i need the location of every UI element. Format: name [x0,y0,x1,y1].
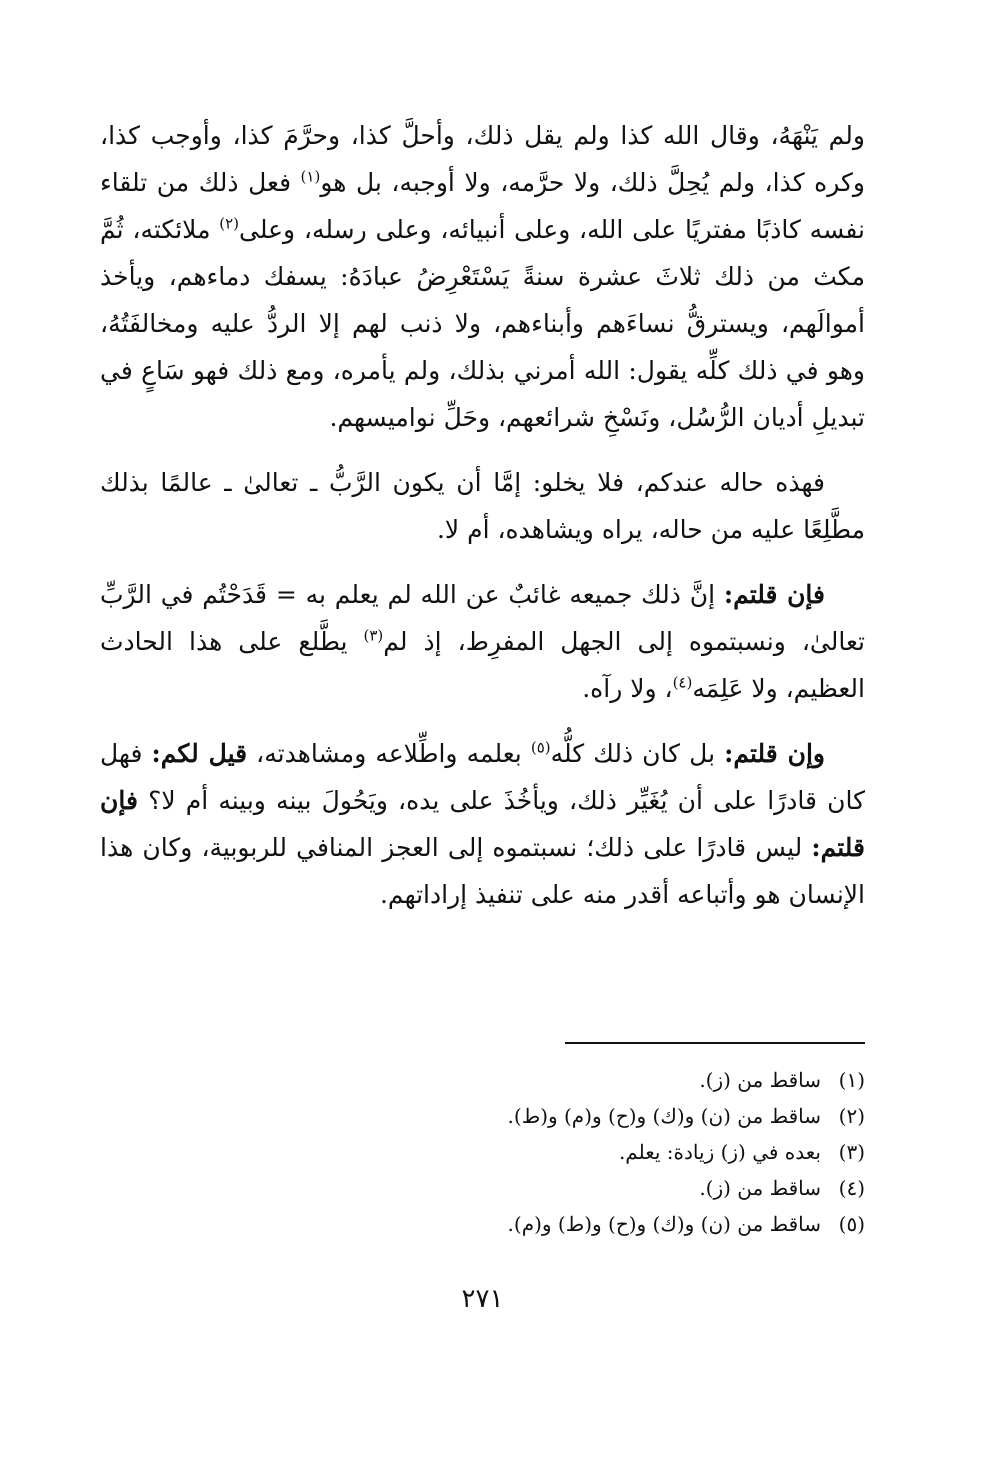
paragraph-3-text: إنَّ ذلك جميعه غائبٌ عن الله لم يعلم به = قَدَحْتُم في الرَّبِّ تعالىٰ، ونسبتموه إلى الجهل المفرِط، إذ لم [100,580,866,656]
footnote-divider [565,1042,865,1044]
footnote-1 [100,1062,865,1098]
footnote-ref-1: (١) [300,167,321,186]
paragraph-2 [100,459,865,553]
footnote-2-text: ساقط من (ن) و(ك) و(ح) و(م) و(ط). [507,1104,821,1128]
paragraph-3 [100,571,865,712]
paragraph-4-lead-2: قيل لكم: [151,739,248,768]
paragraph-4 [100,730,865,918]
footnote-5 [100,1206,865,1242]
footnote-4-text: ساقط من (ز). [699,1176,821,1200]
paragraph-1-text-3: ملائكته، ثُمَّ مكث من ذلك ثلاثَ عشرة سنةً يَسْتَعْرِضُ عبادَهُ: يسفك دماءهم، ويأخذ أموالَهم، ويسترقُّ نساءَهم وأبناءهم، ولا ذنب لهم إلا الردُّ عليه ومخالفَتُهُ، وهو في ذلك كلِّه يقول: الله أمرني بذلك، ولم يأمره، ومع ذلك فهو سَاعٍ في تبديلِ أديان الرُّسُل، ونَسْخِ شرائعهم، وحَلِّ نواميسهم. [100,215,865,432]
footnote-3 [100,1134,865,1170]
paragraph-1-text: ولم يَنْهَهُ، وقال الله كذا ولم يقل ذلك، وأحلَّ كذا، وحرَّمَ كذا، وأوجب كذا، وكره كذا، ولم يُحِلَّ ذلك، ولا حرَّمه، ولا أوجبه، بل هو [100,121,865,197]
paragraph-4-lead: وإن قلتم: [724,739,825,768]
footnote-4-number: (٤) [838,1176,865,1200]
paragraph-3-text-2: يطَّلع على هذا الحادث العظيم، ولا عَلِمَه [100,627,865,703]
footnote-2-number: (٢) [838,1104,865,1128]
footnote-3-number: (٣) [838,1140,865,1164]
paragraph-1 [100,112,865,441]
footnote-1-text: ساقط من (ز). [699,1068,821,1092]
paragraph-4-lead-3: فإن قلتم: [100,786,865,862]
paragraph-1-text-2: فعل ذلك من تلقاء نفسه كاذبًا مفتريًا على الله، وعلى أنبيائه، وعلى رسله، وعلى [100,168,865,244]
footnote-ref-3: (٣) [363,626,384,645]
page-number: ٢٧١ [461,1284,504,1314]
footnotes [100,1062,865,1242]
paragraph-3-text-3: ، ولا رآه. [582,674,673,703]
paragraph-2-text: فهذه حاله عندكم، فلا يخلو: إمَّا أن يكون الرَّبُّ ـ تعالىٰ ـ عالمًا بذلك مطَّلِعًا عليه من حاله، يراه ويشاهده، أم لا. [100,468,865,544]
paragraph-3-lead: فإن قلتم: [723,580,825,609]
footnote-ref-4: (٤) [672,673,693,692]
main-text [100,112,865,918]
footnote-2 [100,1098,865,1134]
footnote-1-number: (١) [838,1068,865,1092]
paragraph-4-text-3: فهل كان قادرًا على أن يُغَيِّر ذلك، ويأخُذَ على يده، ويَحُولَ بينه وبينه أم لا؟ [100,739,865,815]
footnote-5-text: ساقط من (ن) و(ك) و(ح) و(ط) و(م). [507,1212,821,1236]
paragraph-4-text: بل كان ذلك كلُّه [550,739,725,768]
footnote-5-number: (٥) [838,1212,865,1236]
footnote-3-text: بعده في (ز) زيادة: يعلم. [618,1140,821,1164]
footnote-ref-2: (٢) [219,214,240,233]
paragraph-4-text-4: ليس قادرًا على ذلك؛ نسبتموه إلى العجز المنافي للربوبية، وكان هذا الإنسان هو وأتباعه أقدر منه على تنفيذ إراداتهم. [100,833,865,909]
book-page [100,112,866,1314]
footnote-ref-5: (٥) [530,738,551,757]
paragraph-4-text-2: بعلمه واطِّلاعه ومشاهدته، [247,739,531,768]
footnote-4 [100,1170,865,1206]
